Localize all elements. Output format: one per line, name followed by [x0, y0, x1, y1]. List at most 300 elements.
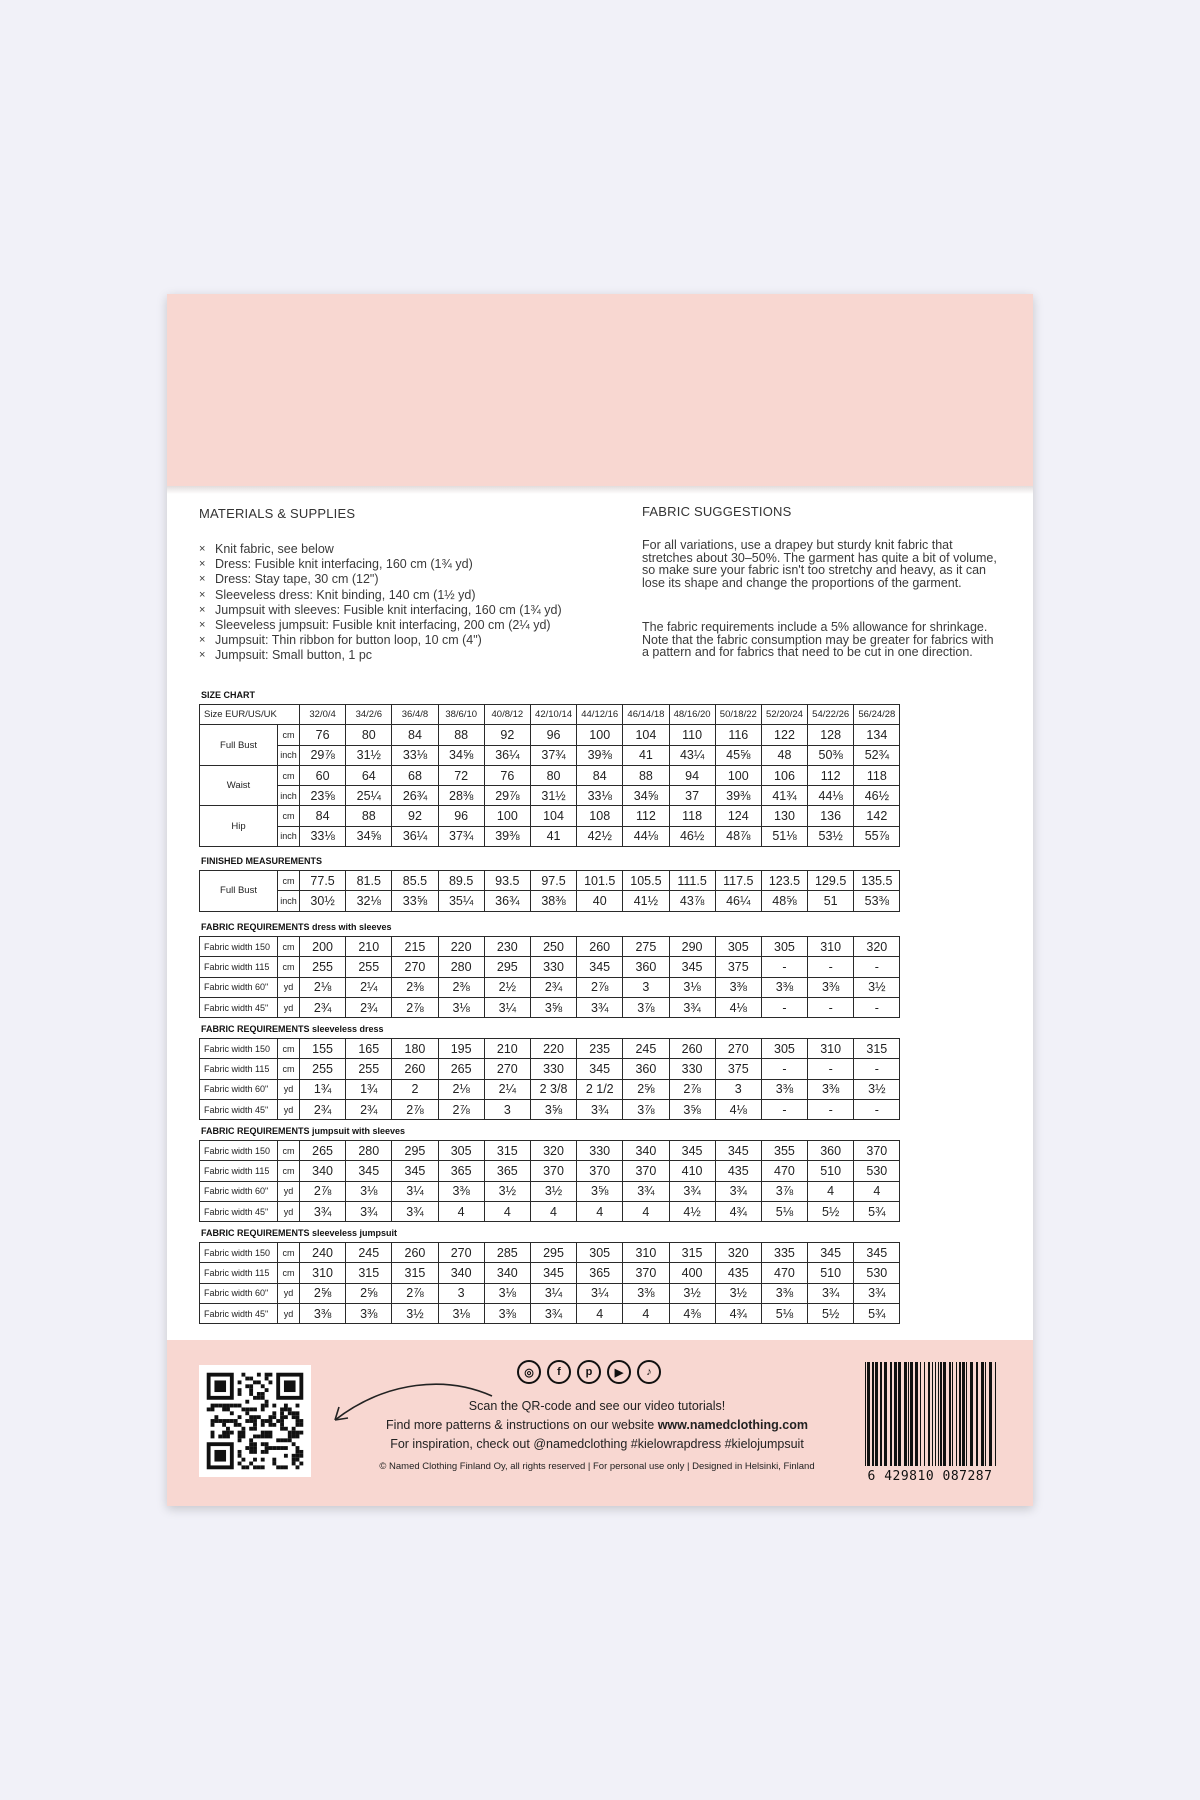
value-cell: 97.5 [530, 871, 576, 891]
value-cell: 34⅝ [438, 745, 484, 765]
value-cell: 136 [808, 806, 854, 826]
table-row [200, 765, 900, 785]
fabric-width-label: Fabric width 45" [200, 1201, 278, 1221]
material-item: × Jumpsuit with sleeves: Fusible knit interfacing, 160 cm (1¾ yd) [199, 602, 562, 617]
instagram-icon[interactable]: ◎ [517, 1360, 541, 1384]
value-cell: 3⅝ [577, 1181, 623, 1201]
value-cell: 68 [392, 765, 438, 785]
value-cell: 295 [484, 957, 530, 977]
value-cell: 48⅞ [715, 826, 761, 846]
value-cell: 3⅛ [346, 1181, 392, 1201]
table-row [200, 957, 900, 977]
qr-code[interactable] [199, 1365, 311, 1477]
measurement-label: Waist [200, 765, 278, 806]
fabric-width-label: Fabric width 150 [200, 1141, 278, 1161]
size-header-label: Size EUR/US/UK [200, 705, 300, 725]
bullet-x-icon: × [199, 649, 206, 662]
material-item: × Knit fabric, see below [199, 542, 334, 556]
unit-cell: yd [278, 1099, 300, 1119]
table-row [200, 871, 900, 891]
finished-measurements-title: FINISHED MEASUREMENTS [201, 856, 323, 866]
value-cell: 34⅝ [623, 786, 669, 806]
value-cell: 310 [808, 1039, 854, 1059]
value-cell: 89.5 [438, 871, 484, 891]
value-cell: 345 [346, 1161, 392, 1181]
value-cell: 3¼ [392, 1181, 438, 1201]
value-cell: 210 [484, 1039, 530, 1059]
value-cell: 345 [715, 1141, 761, 1161]
value-cell: 3⅜ [346, 1303, 392, 1323]
unit-cell: cm [278, 957, 300, 977]
fabric-width-label: Fabric width 60" [200, 1283, 278, 1303]
measurement-label: Full Bust [200, 725, 278, 766]
value-cell: 435 [715, 1263, 761, 1283]
value-cell: 31½ [346, 745, 392, 765]
value-cell: 180 [392, 1039, 438, 1059]
value-cell: 255 [300, 1059, 346, 1079]
value-cell: 88 [623, 765, 669, 785]
value-cell: 4⅛ [715, 1099, 761, 1119]
value-cell: 345 [577, 1059, 623, 1079]
copyright: © Named Clothing Finland Oy, all rights reserved | For personal use only | Designed in Helsinki, Finland [379, 1461, 815, 1472]
value-cell: 370 [577, 1161, 623, 1181]
fabric-requirements-title: FABRIC REQUIREMENTS dress with sleeves [201, 922, 392, 932]
value-cell: 3¾ [623, 1181, 669, 1201]
value-cell: 4⅛ [715, 997, 761, 1017]
value-cell: 250 [530, 937, 576, 957]
value-cell: 34⅝ [346, 826, 392, 846]
value-cell: 305 [577, 1243, 623, 1263]
value-cell: 470 [761, 1161, 807, 1181]
value-cell: 2¼ [484, 1079, 530, 1099]
value-cell: 80 [530, 765, 576, 785]
value-cell: 305 [761, 1039, 807, 1059]
value-cell: 3¼ [577, 1283, 623, 1303]
value-cell: 400 [669, 1263, 715, 1283]
value-cell: 118 [669, 806, 715, 826]
value-cell: 81.5 [346, 871, 392, 891]
value-cell: 116 [715, 725, 761, 745]
unit-cell: cm [278, 1243, 300, 1263]
material-item: × Sleeveless jumpsuit: Fusible knit interfacing, 200 cm (2¼ yd) [199, 618, 551, 633]
value-cell: 2⅜ [438, 977, 484, 997]
fabric-requirements-table [199, 1038, 900, 1120]
value-cell: 37¾ [530, 745, 576, 765]
value-cell: 134 [854, 725, 900, 745]
value-cell: 30½ [300, 891, 346, 911]
material-item: × Jumpsuit: Thin ribbon for button loop, 10 cm (4") [199, 633, 482, 648]
value-cell: 3 [715, 1079, 761, 1099]
value-cell: 128 [808, 725, 854, 745]
value-cell: 53⅜ [854, 891, 900, 911]
website-link[interactable]: www.namedclothing.com [657, 1418, 808, 1432]
unit-cell: cm [278, 937, 300, 957]
value-cell: 2 3/8 [530, 1079, 576, 1099]
value-cell: 360 [623, 1059, 669, 1079]
value-cell: 2⅝ [300, 1283, 346, 1303]
value-cell: 40 [577, 891, 623, 911]
value-cell: 94 [669, 765, 715, 785]
value-cell: 33⅝ [392, 891, 438, 911]
value-cell: 245 [346, 1243, 392, 1263]
size-header-cell: 38/6/10 [438, 705, 484, 725]
value-cell: 4 [577, 1303, 623, 1323]
value-cell: 31½ [530, 786, 576, 806]
value-cell: 5½ [808, 1201, 854, 1221]
unit-cell: yd [278, 1181, 300, 1201]
materials-title: MATERIALS & SUPPLIES [199, 506, 356, 521]
unit-cell: yd [278, 1283, 300, 1303]
value-cell: 112 [623, 806, 669, 826]
value-cell: 39⅜ [484, 826, 530, 846]
value-cell: 55⅞ [854, 826, 900, 846]
value-cell: 3¾ [854, 1283, 900, 1303]
value-cell: - [854, 957, 900, 977]
value-cell: 2⅞ [577, 977, 623, 997]
value-cell: 315 [484, 1141, 530, 1161]
value-cell: 360 [623, 957, 669, 977]
value-cell: 315 [854, 1039, 900, 1059]
size-header-cell: 48/16/20 [669, 705, 715, 725]
material-item: × Sleeveless dress: Knit binding, 140 cm (1½ yd) [199, 587, 476, 602]
value-cell: 375 [715, 1059, 761, 1079]
value-cell: 108 [577, 806, 623, 826]
value-cell: 355 [761, 1141, 807, 1161]
value-cell: 310 [808, 937, 854, 957]
value-cell: 305 [715, 937, 761, 957]
value-cell: 48⅝ [761, 891, 807, 911]
material-item: × Dress: Stay tape, 30 cm (12") [199, 572, 379, 587]
footer-line-qr: Scan the QR-code and see our video tutorials! [468, 1399, 726, 1413]
value-cell: 2⅞ [438, 1099, 484, 1119]
value-cell: 88 [438, 725, 484, 745]
unit-cell: inch [278, 786, 300, 806]
value-cell: 2½ [484, 977, 530, 997]
value-cell: 4⅜ [669, 1303, 715, 1323]
value-cell: - [808, 1099, 854, 1119]
value-cell: 365 [577, 1263, 623, 1283]
value-cell: 41½ [623, 891, 669, 911]
value-cell: 3½ [669, 1283, 715, 1303]
value-cell: 345 [669, 1141, 715, 1161]
value-cell: - [854, 1099, 900, 1119]
value-cell: 122 [761, 725, 807, 745]
value-cell: 106 [761, 765, 807, 785]
materials-list [199, 542, 619, 664]
unit-cell: cm [278, 725, 300, 745]
value-cell: 295 [530, 1243, 576, 1263]
value-cell: 3⅜ [761, 977, 807, 997]
value-cell: 44⅛ [808, 786, 854, 806]
table-row [200, 937, 900, 957]
value-cell: 340 [623, 1141, 669, 1161]
value-cell: 305 [761, 937, 807, 957]
value-cell: 36¼ [484, 745, 530, 765]
size-header-cell: 44/12/16 [577, 705, 623, 725]
value-cell: 46½ [669, 826, 715, 846]
table-row [200, 826, 900, 846]
value-cell: 310 [623, 1243, 669, 1263]
fabric-paragraph-2: The fabric requirements include a 5% allowance for shrinkage. Note that the fabric consumption may be greater for fabrics with a pattern and for fabrics that need to be cut in one direction. [642, 620, 994, 659]
unit-cell: cm [278, 1039, 300, 1059]
table-row [200, 705, 900, 725]
value-cell: 315 [346, 1263, 392, 1283]
value-cell: 3¾ [577, 1099, 623, 1119]
value-cell: 330 [530, 957, 576, 977]
value-cell: 260 [669, 1039, 715, 1059]
value-cell: 3¾ [808, 1283, 854, 1303]
value-cell: 2⅞ [669, 1079, 715, 1099]
value-cell: 92 [392, 806, 438, 826]
value-cell: 2⅜ [392, 977, 438, 997]
value-cell: 315 [392, 1263, 438, 1283]
value-cell: 3⅜ [808, 1079, 854, 1099]
value-cell: 255 [346, 1059, 392, 1079]
value-cell: 3⅞ [761, 1181, 807, 1201]
value-cell: 4 [484, 1201, 530, 1221]
value-cell: 3⅜ [300, 1303, 346, 1323]
fabric-width-label: Fabric width 150 [200, 1243, 278, 1263]
value-cell: 265 [300, 1141, 346, 1161]
value-cell: 88 [346, 806, 392, 826]
value-cell: 42½ [577, 826, 623, 846]
size-chart-table [199, 704, 900, 847]
fabric-width-label: Fabric width 60" [200, 1181, 278, 1201]
value-cell: 320 [530, 1141, 576, 1161]
table-row [200, 1303, 900, 1323]
value-cell: 100 [715, 765, 761, 785]
facebook-icon[interactable]: f [547, 1360, 571, 1384]
value-cell: 345 [808, 1243, 854, 1263]
value-cell: 2⅝ [346, 1283, 392, 1303]
value-cell: 260 [392, 1059, 438, 1079]
fabric-requirements-title: FABRIC REQUIREMENTS sleeveless dress [201, 1024, 384, 1034]
value-cell: 96 [530, 725, 576, 745]
value-cell: - [761, 997, 807, 1017]
size-header-cell: 32/0/4 [300, 705, 346, 725]
value-cell: 3½ [392, 1303, 438, 1323]
value-cell: 84 [577, 765, 623, 785]
value-cell: 5⅛ [761, 1201, 807, 1221]
value-cell: 345 [530, 1263, 576, 1283]
value-cell: 51 [808, 891, 854, 911]
value-cell: 375 [715, 957, 761, 977]
fabric-width-label: Fabric width 45" [200, 1099, 278, 1119]
size-chart-title: SIZE CHART [201, 690, 255, 700]
value-cell: 335 [761, 1243, 807, 1263]
size-header-cell: 50/18/22 [715, 705, 761, 725]
value-cell: 4 [808, 1181, 854, 1201]
value-cell: 345 [669, 957, 715, 977]
fabric-width-label: Fabric width 45" [200, 1303, 278, 1323]
value-cell: 255 [346, 957, 392, 977]
value-cell: 195 [438, 1039, 484, 1059]
value-cell: 2⅞ [392, 1283, 438, 1303]
fabric-width-label: Fabric width 150 [200, 937, 278, 957]
value-cell: 3 [623, 977, 669, 997]
value-cell: - [854, 997, 900, 1017]
value-cell: 370 [623, 1263, 669, 1283]
value-cell: 340 [484, 1263, 530, 1283]
bullet-x-icon: × [199, 573, 206, 586]
size-header-cell: 42/10/14 [530, 705, 576, 725]
value-cell: 3¾ [346, 1201, 392, 1221]
table-row [200, 1263, 900, 1283]
value-cell: 220 [438, 937, 484, 957]
value-cell: 155 [300, 1039, 346, 1059]
value-cell: - [808, 957, 854, 977]
value-cell: 3⅞ [623, 997, 669, 1017]
value-cell: 510 [808, 1263, 854, 1283]
value-cell: 72 [438, 765, 484, 785]
size-header-cell: 34/2/6 [346, 705, 392, 725]
value-cell: 46½ [854, 786, 900, 806]
bullet-x-icon: × [199, 603, 206, 616]
table-row [200, 786, 900, 806]
fabric-width-label: Fabric width 115 [200, 1059, 278, 1079]
size-header-cell: 52/20/24 [761, 705, 807, 725]
value-cell: 260 [392, 1243, 438, 1263]
value-cell: 129.5 [808, 871, 854, 891]
tiktok-icon[interactable]: ♪ [637, 1360, 661, 1384]
value-cell: 84 [300, 806, 346, 826]
value-cell: 2⅝ [623, 1079, 669, 1099]
unit-cell: cm [278, 1161, 300, 1181]
value-cell: 5¾ [854, 1303, 900, 1323]
barcode-number: 6 429810 087287 [867, 1469, 993, 1484]
fabric-suggestions-title: FABRIC SUGGESTIONS [642, 504, 792, 519]
value-cell: 46¼ [715, 891, 761, 911]
pinterest-icon[interactable]: p [577, 1360, 601, 1384]
value-cell: 3⅛ [438, 1303, 484, 1323]
value-cell: 5¾ [854, 1201, 900, 1221]
value-cell: 3⅜ [715, 977, 761, 997]
value-cell: 3½ [854, 1079, 900, 1099]
barcode [863, 1362, 1001, 1474]
value-cell: 77.5 [300, 871, 346, 891]
value-cell: 270 [438, 1243, 484, 1263]
fabric-requirements-table [199, 1242, 900, 1324]
value-cell: 1¾ [300, 1079, 346, 1099]
table-row [200, 1243, 900, 1263]
value-cell: 3 [438, 1283, 484, 1303]
fabric-requirements-title: FABRIC REQUIREMENTS jumpsuit with sleeves [201, 1126, 406, 1136]
unit-cell: cm [278, 1263, 300, 1283]
value-cell: 270 [484, 1059, 530, 1079]
material-item: × Dress: Fusible knit interfacing, 160 cm (1¾ yd) [199, 557, 473, 572]
value-cell: 2 1/2 [577, 1079, 623, 1099]
size-header-cell: 54/22/26 [808, 705, 854, 725]
fabric-width-label: Fabric width 115 [200, 1161, 278, 1181]
value-cell: 3⅜ [761, 1283, 807, 1303]
table-row [200, 1181, 900, 1201]
value-cell: 36¾ [484, 891, 530, 911]
value-cell: 285 [484, 1243, 530, 1263]
value-cell: 50⅜ [808, 745, 854, 765]
value-cell: 41¾ [761, 786, 807, 806]
value-cell: 340 [300, 1161, 346, 1181]
fabric-requirements-table [199, 936, 900, 1018]
value-cell: 530 [854, 1161, 900, 1181]
value-cell: 29⅞ [300, 745, 346, 765]
value-cell: 2¼ [346, 977, 392, 997]
value-cell: 4½ [669, 1201, 715, 1221]
value-cell: 76 [300, 725, 346, 745]
value-cell: 5½ [808, 1303, 854, 1323]
value-cell: 39⅜ [715, 786, 761, 806]
value-cell: 64 [346, 765, 392, 785]
value-cell: 215 [392, 937, 438, 957]
value-cell: 280 [346, 1141, 392, 1161]
value-cell: - [761, 1099, 807, 1119]
value-cell: 33⅛ [300, 826, 346, 846]
value-cell: 3⅛ [669, 977, 715, 997]
value-cell: 3¾ [392, 1201, 438, 1221]
value-cell: 60 [300, 765, 346, 785]
value-cell: 80 [346, 725, 392, 745]
value-cell: 45⅝ [715, 745, 761, 765]
value-cell: 4¾ [715, 1201, 761, 1221]
value-cell: 330 [577, 1141, 623, 1161]
value-cell: 315 [669, 1243, 715, 1263]
value-cell: 270 [715, 1039, 761, 1059]
value-cell: 112 [808, 765, 854, 785]
bullet-x-icon: × [199, 588, 206, 601]
value-cell: - [761, 957, 807, 977]
value-cell: 29⅞ [484, 786, 530, 806]
value-cell: 3¾ [577, 997, 623, 1017]
measurement-label: Hip [200, 806, 278, 847]
value-cell: 53½ [808, 826, 854, 846]
value-cell: 52¾ [854, 745, 900, 765]
table-row [200, 725, 900, 745]
youtube-icon[interactable]: ▶ [607, 1360, 631, 1384]
value-cell: 76 [484, 765, 530, 785]
value-cell: 4 [530, 1201, 576, 1221]
value-cell: 165 [346, 1039, 392, 1059]
value-cell: 4¾ [715, 1303, 761, 1323]
footer-line-website: Find more patterns & instructions on our website www.namedclothing.com [386, 1418, 808, 1432]
value-cell: 130 [761, 806, 807, 826]
value-cell: 345 [854, 1243, 900, 1263]
table-row [200, 806, 900, 826]
value-cell: 101.5 [577, 871, 623, 891]
fabric-paragraph-1: For all variations, use a drapey but sturdy knit fabric that stretches about 30–50%. The garment has quite a bit of volume, so make sure your fabric isn't too stretchy and heavy, as it can lose its shape and change the proportions of the garment. [642, 538, 997, 590]
value-cell: 35¼ [438, 891, 484, 911]
value-cell: 370 [623, 1161, 669, 1181]
value-cell: 118 [854, 765, 900, 785]
value-cell: 3 [484, 1099, 530, 1119]
value-cell: 3⅝ [530, 1099, 576, 1119]
value-cell: - [854, 1059, 900, 1079]
value-cell: 220 [530, 1039, 576, 1059]
value-cell: 3¼ [484, 997, 530, 1017]
value-cell: 365 [484, 1161, 530, 1181]
value-cell: 4 [623, 1303, 669, 1323]
value-cell: 345 [392, 1161, 438, 1181]
value-cell: 33⅛ [577, 786, 623, 806]
table-row [200, 1201, 900, 1221]
value-cell: 3½ [715, 1283, 761, 1303]
value-cell: 2⅞ [392, 1099, 438, 1119]
value-cell: 2¾ [530, 977, 576, 997]
value-cell: 3⅜ [623, 1283, 669, 1303]
value-cell: 3⅜ [438, 1181, 484, 1201]
value-cell: 3⅝ [530, 997, 576, 1017]
value-cell: 104 [530, 806, 576, 826]
pattern-envelope-back [167, 294, 1033, 1506]
measurement-label: Full Bust [200, 871, 278, 912]
